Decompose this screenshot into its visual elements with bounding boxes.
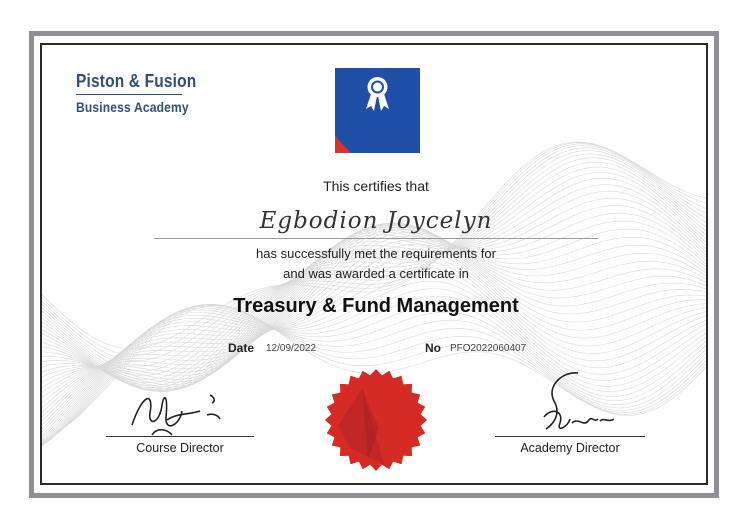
academy-director-title: Academy Director — [520, 441, 620, 455]
date-value: 12/09/2022 — [266, 343, 317, 354]
red-seal-icon — [324, 368, 428, 472]
certificate-number-value: PFO2022060407 — [450, 343, 527, 354]
date-label: Date — [228, 341, 255, 355]
certifies-text: This certifies that — [323, 178, 429, 194]
recipient-name: Egbodion Joycelyn — [259, 208, 493, 234]
academy-director-signature — [526, 367, 636, 441]
requirements-text: has successfully met the requirements for — [256, 246, 496, 261]
course-director-signature — [122, 375, 242, 445]
brand-divider — [76, 94, 182, 95]
brand-name-line2: Business Academy — [76, 99, 189, 115]
academy-logo — [76, 71, 216, 115]
certificate-number-label: No — [425, 341, 441, 355]
recipient-name-underline — [154, 238, 598, 239]
course-title: Treasury & Fund Management — [233, 295, 519, 317]
award-ribbon-emblem — [335, 68, 420, 153]
course-director-title: Course Director — [136, 441, 224, 455]
certificate-inner-frame — [40, 43, 708, 485]
academy-director-signature-line — [495, 436, 645, 437]
brand-name-line1: Piston & Fusion — [76, 71, 197, 91]
awarded-text: and was awarded a certificate in — [283, 266, 469, 281]
course-director-signature-line — [106, 436, 254, 437]
